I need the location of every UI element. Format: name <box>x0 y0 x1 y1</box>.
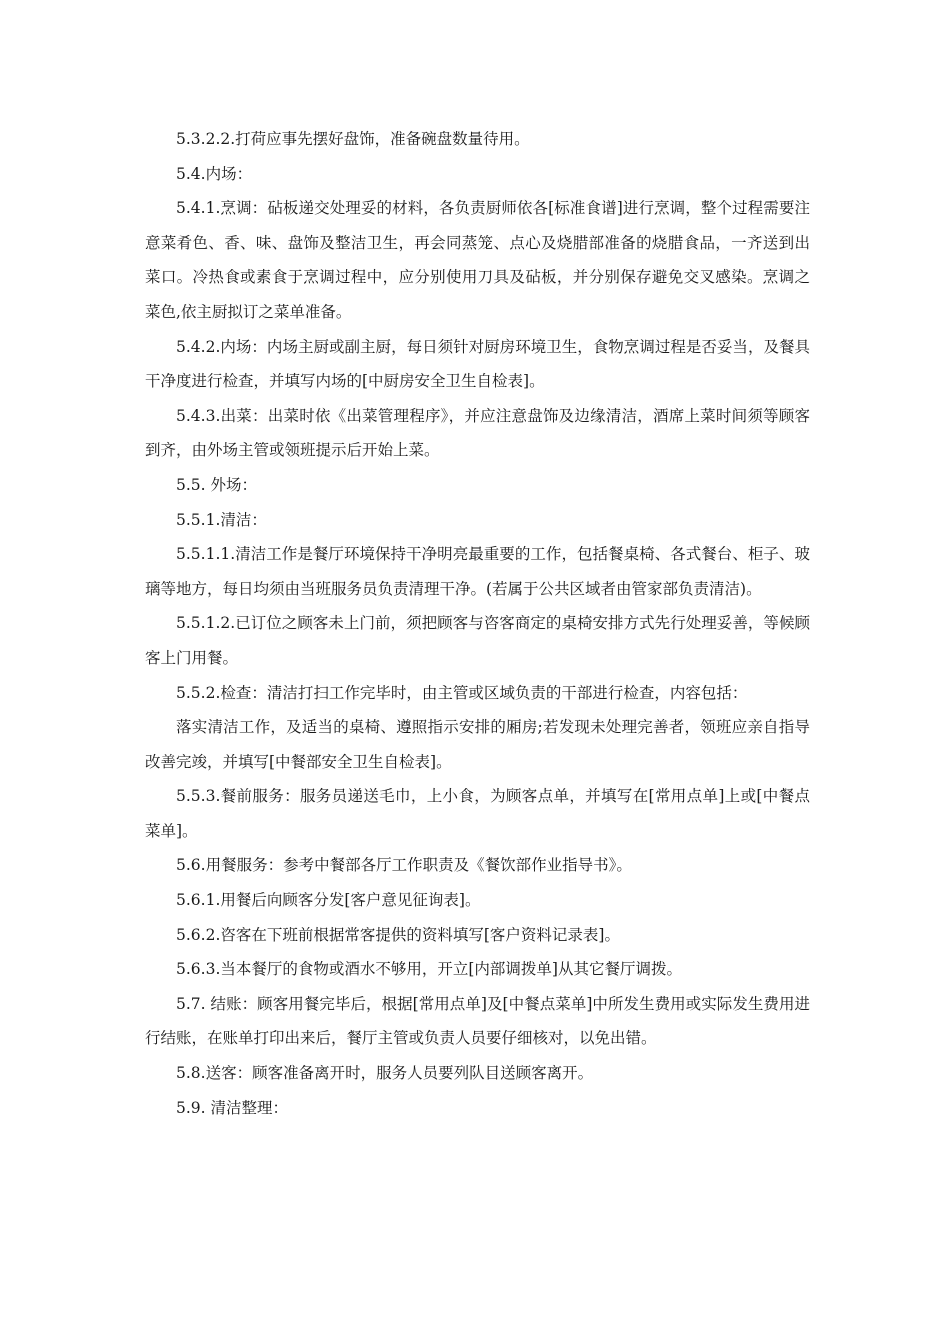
paragraph-5-4-3-serving: 5.4.3.出菜：出菜时依《出菜管理程序》，并应注意盘饰及边缘清洁，酒席上菜时间须等顾客到齐，由外场主管或领班提示后开始上菜。 <box>145 406 810 460</box>
document-body <box>145 122 810 1125</box>
heading-5-4-inner-kitchen: 5.4.内场： <box>176 164 253 183</box>
heading-5-5-front-hall: 5.5. 外场： <box>176 475 258 494</box>
paragraph-5-4-1-cooking: 5.4.1.烹调：砧板递交处理妥的材料，各负责厨师依各[标准食谱]进行烹调，整个过程需要注意菜肴色、香、味、盘饰及整洁卫生，再会同蒸笼、点心及烧腊部准备的烧腊食品，一齐送到出菜口。冷热食或素食于烹调过程中，应分别使用刀具及砧板，并分别保存避免交叉感染。烹调之菜色,依主厨拟订之菜单准备。 <box>145 199 810 321</box>
paragraph-5-5-2-inspection: 5.5.2.检查：清洁打扫工作完毕时，由主管或区域负责的干部进行检查，内容包括： <box>176 683 748 702</box>
paragraph-5-4-2-inner-kitchen: 5.4.2.内场：内场主厨或副主厨，每日须针对厨房环境卫生，食物烹调过程是否妥当，及餐具干净度进行检查，并填写内场的[中厨房安全卫生自检表]。 <box>145 337 810 391</box>
heading-5-5-1-cleaning: 5.5.1.清洁： <box>176 510 267 529</box>
paragraph-5-6-dining-service: 5.6.用餐服务：参考中餐部各厅工作职责及《餐饮部作业指导书》。 <box>176 856 632 875</box>
paragraph-5-6-2: 5.6.2.咨客在下班前根据常客提供的资料填写[客户资料记录表]。 <box>176 925 620 944</box>
paragraph-5-7-checkout: 5.7. 结账：顾客用餐完毕后，根据[常用点单]及[中餐点菜单]中所发生费用或实际发生费用进行结账，在账单打印出来后，餐厅主管或负责人员要仔细核对，以免出错。 <box>145 994 810 1048</box>
paragraph-5-6-3: 5.6.3.当本餐厅的食物或酒水不够用，开立[内部调拨单]从其它餐厅调拨。 <box>176 960 682 979</box>
paragraph-5-5-2-continued: 落实清洁工作，及适当的桌椅、遵照指示安排的厢房;若发现未处理完善者，领班应亲自指导改善完竣，并填写[中餐部安全卫生自检表]。 <box>145 718 810 771</box>
paragraph-5-6-1: 5.6.1.用餐后向顾客分发[客户意见征询表]。 <box>176 891 481 910</box>
paragraph-5-5-3-pre-meal: 5.5.3.餐前服务：服务员递送毛巾，上小食，为顾客点单，并填写在[常用点单]上或[中餐点菜单]。 <box>145 787 810 840</box>
paragraph-5-5-1-1: 5.5.1.1.清洁工作是餐厅环境保持干净明亮最重要的工作，包括餐桌椅、各式餐台、柜子、玻璃等地方，每日均须由当班服务员负责清理干净。(若属于公共区域者由管家部负责清洁)。 <box>145 545 810 598</box>
paragraph-5-8-farewell: 5.8.送客：顾客准备离开时，服务人员要列队目送顾客离开。 <box>176 1064 594 1083</box>
paragraph-5-5-1-2: 5.5.1.2.已订位之顾客未上门前，须把顾客与咨客商定的桌椅安排方式先行处理妥善，等候顾客上门用餐。 <box>145 614 810 667</box>
heading-5-9-cleanup: 5.9. 清洁整理： <box>176 1098 289 1117</box>
paragraph-5-3-2-2: 5.3.2.2.打荷应事先摆好盘饰，准备碗盘数量待用。 <box>176 130 530 148</box>
